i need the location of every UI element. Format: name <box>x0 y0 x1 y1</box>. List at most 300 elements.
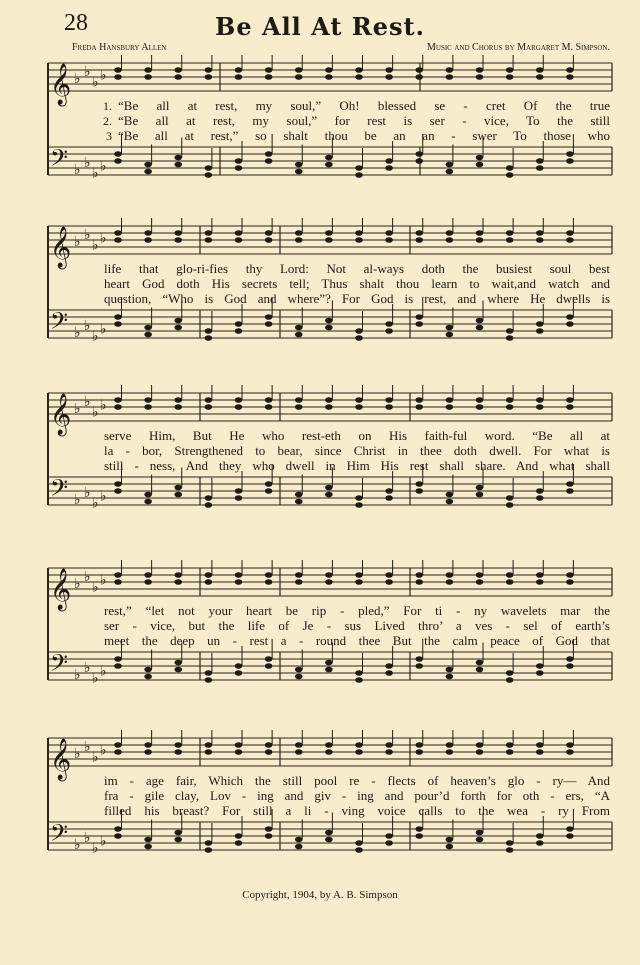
note-head <box>265 230 273 236</box>
note-head <box>265 572 273 578</box>
note-head <box>295 749 303 755</box>
note-head <box>205 495 213 501</box>
lyric-line <box>0 459 640 473</box>
note-head <box>476 237 484 243</box>
note-head <box>325 492 333 498</box>
flat-icon: ♭ <box>92 749 99 766</box>
note-head <box>355 328 363 334</box>
note-head <box>114 488 122 494</box>
note-head <box>144 230 152 236</box>
note-head <box>144 332 152 338</box>
flat-icon: ♭ <box>84 739 91 755</box>
flat-icon: ♭ <box>84 830 91 846</box>
note-head <box>536 67 544 73</box>
note-head <box>325 74 333 80</box>
note-head <box>415 230 423 236</box>
flat-icon: ♭ <box>74 71 81 87</box>
note-head <box>506 237 514 243</box>
note-head <box>265 397 273 403</box>
note-head <box>506 495 514 501</box>
note-head <box>476 660 484 666</box>
note-head <box>566 151 574 157</box>
treble-clef-icon: 𝄞 <box>50 394 72 435</box>
treble-clef-icon: 𝄞 <box>50 569 72 610</box>
note-head <box>385 663 393 669</box>
note-head <box>114 321 122 327</box>
note-head <box>144 674 152 680</box>
note-head <box>385 488 393 494</box>
note-head <box>506 742 514 748</box>
note-head <box>295 230 303 236</box>
note-head <box>205 742 213 748</box>
flat-icon: ♭ <box>74 746 81 762</box>
note-head <box>295 674 303 680</box>
note-head <box>385 572 393 578</box>
note-head <box>174 162 182 168</box>
flat-icon: ♭ <box>100 572 107 589</box>
note-head <box>235 230 243 236</box>
note-head <box>205 172 213 178</box>
note-head <box>446 162 454 168</box>
note-head <box>235 663 243 669</box>
note-head <box>205 502 213 508</box>
note-head <box>446 230 454 236</box>
note-head <box>325 837 333 843</box>
flat-icon: ♭ <box>74 576 81 592</box>
note-head <box>415 488 423 494</box>
note-head <box>355 237 363 243</box>
note-head <box>325 485 333 491</box>
flat-icon: ♭ <box>84 155 91 171</box>
note-head <box>325 155 333 161</box>
note-head <box>325 579 333 585</box>
note-head <box>235 495 243 501</box>
note-head <box>325 397 333 403</box>
verse-number: 2. <box>103 114 112 128</box>
note-head <box>536 579 544 585</box>
note-head <box>506 404 514 410</box>
note-head <box>355 749 363 755</box>
note-head <box>174 837 182 843</box>
note-head <box>144 749 152 755</box>
note-head <box>566 321 574 327</box>
note-head <box>566 397 574 403</box>
note-head <box>174 742 182 748</box>
lyric-line <box>0 262 640 276</box>
note-head <box>235 67 243 73</box>
lyric-line <box>0 99 640 113</box>
lyric-text: heart God doth His secrets tell; Thus shalt thou learn to wait,and watch and <box>104 276 610 291</box>
note-head <box>506 502 514 508</box>
note-head <box>295 667 303 673</box>
note-head <box>446 742 454 748</box>
note-head <box>385 404 393 410</box>
note-head <box>114 314 122 320</box>
note-head <box>415 663 423 669</box>
note-head <box>536 670 544 676</box>
note-head <box>415 749 423 755</box>
note-head <box>114 74 122 80</box>
note-head <box>385 670 393 676</box>
lyric-text: filled his breast? For still a li - ving voice calls to the wea - ry From <box>104 803 610 818</box>
lyric-line <box>0 804 640 818</box>
bass-clef-icon: 𝄢 <box>50 307 69 340</box>
flat-icon: ♭ <box>100 67 107 84</box>
note-head <box>536 237 544 243</box>
flat-icon: ♭ <box>100 158 107 175</box>
note-head <box>506 677 514 683</box>
flat-icon: ♭ <box>92 165 99 182</box>
lyric-line <box>0 634 640 648</box>
note-head <box>355 165 363 171</box>
note-head <box>144 499 152 505</box>
note-head <box>506 572 514 578</box>
note-head <box>355 397 363 403</box>
note-head <box>476 162 484 168</box>
note-head <box>476 230 484 236</box>
note-head <box>174 660 182 666</box>
note-head <box>144 742 152 748</box>
note-head <box>476 404 484 410</box>
note-head <box>385 397 393 403</box>
note-head <box>325 237 333 243</box>
note-head <box>536 74 544 80</box>
note-head <box>205 572 213 578</box>
note-head <box>355 847 363 853</box>
note-head <box>476 397 484 403</box>
note-head <box>325 67 333 73</box>
note-head <box>325 230 333 236</box>
note-head <box>506 328 514 334</box>
note-head <box>265 663 273 669</box>
note-head <box>446 67 454 73</box>
lyric-text: la - bor, Strengthened to bear, since Christ in thee doth dwell. For what is <box>104 443 610 458</box>
hymn-title: Be All At Rest. <box>215 12 425 41</box>
note-head <box>265 314 273 320</box>
note-head <box>144 667 152 673</box>
lyric-line <box>0 429 640 443</box>
note-head <box>536 230 544 236</box>
note-head <box>355 670 363 676</box>
flat-icon: ♭ <box>74 162 81 178</box>
note-head <box>295 742 303 748</box>
lyric-line <box>0 292 640 306</box>
note-head <box>325 162 333 168</box>
note-head <box>415 237 423 243</box>
lyric-line <box>0 129 640 143</box>
note-head <box>566 579 574 585</box>
note-head <box>114 826 122 832</box>
note-head <box>566 663 574 669</box>
note-head <box>446 74 454 80</box>
note-head <box>205 579 213 585</box>
note-head <box>265 74 273 80</box>
note-head <box>566 742 574 748</box>
note-head <box>295 837 303 843</box>
note-head <box>174 397 182 403</box>
note-head <box>355 742 363 748</box>
flat-icon: ♭ <box>92 495 99 512</box>
note-head <box>325 660 333 666</box>
note-head <box>355 579 363 585</box>
lyric-line <box>0 619 640 633</box>
note-head <box>385 158 393 164</box>
note-head <box>114 656 122 662</box>
note-head <box>355 677 363 683</box>
note-head <box>476 749 484 755</box>
note-head <box>355 67 363 73</box>
note-head <box>415 579 423 585</box>
note-head <box>566 749 574 755</box>
note-head <box>295 169 303 175</box>
note-head <box>235 749 243 755</box>
note-head <box>385 230 393 236</box>
note-head <box>446 844 454 850</box>
note-head <box>566 314 574 320</box>
note-head <box>536 328 544 334</box>
note-head <box>235 74 243 80</box>
note-head <box>506 397 514 403</box>
note-head <box>295 844 303 850</box>
music-system <box>0 55 640 205</box>
note-head <box>506 172 514 178</box>
note-head <box>415 321 423 327</box>
note-head <box>205 335 213 341</box>
flat-icon: ♭ <box>100 397 107 414</box>
note-head <box>476 572 484 578</box>
note-head <box>476 742 484 748</box>
note-head <box>446 325 454 331</box>
flat-icon: ♭ <box>92 404 99 421</box>
note-head <box>265 826 273 832</box>
note-head <box>265 749 273 755</box>
note-head <box>174 749 182 755</box>
note-head <box>446 674 454 680</box>
note-head <box>205 237 213 243</box>
note-head <box>205 328 213 334</box>
note-head <box>265 237 273 243</box>
music-system <box>0 730 640 880</box>
note-head <box>325 325 333 331</box>
treble-clef-icon: 𝄞 <box>50 227 72 268</box>
flat-icon: ♭ <box>100 663 107 680</box>
note-head <box>415 404 423 410</box>
note-head <box>325 749 333 755</box>
note-head <box>144 397 152 403</box>
note-head <box>295 492 303 498</box>
note-head <box>114 237 122 243</box>
note-head <box>446 667 454 673</box>
note-head <box>205 749 213 755</box>
note-head <box>476 667 484 673</box>
note-head <box>265 151 273 157</box>
note-head <box>355 230 363 236</box>
credit-words: Freda Hansbury Allen <box>72 42 167 53</box>
note-head <box>506 579 514 585</box>
note-head <box>506 335 514 341</box>
lyric-text: “Be all at rest, my soul,” for rest is ser - vice, To the still <box>118 113 610 128</box>
note-head <box>325 742 333 748</box>
flat-icon: ♭ <box>92 237 99 254</box>
note-head <box>506 230 514 236</box>
note-head <box>415 481 423 487</box>
note-head <box>566 826 574 832</box>
note-head <box>566 481 574 487</box>
note-head <box>325 572 333 578</box>
note-head <box>265 742 273 748</box>
note-head <box>205 165 213 171</box>
note-head <box>476 579 484 585</box>
lyric-line <box>0 774 640 788</box>
note-head <box>174 485 182 491</box>
note-head <box>295 237 303 243</box>
note-head <box>476 155 484 161</box>
note-head <box>144 572 152 578</box>
note-head <box>325 667 333 673</box>
lyric-text: ser - vice, but the life of Je - sus Lived thro’ a ves - sel of earth’s <box>104 618 610 633</box>
flat-icon: ♭ <box>74 667 81 683</box>
note-head <box>174 318 182 324</box>
note-head <box>114 749 122 755</box>
flat-icon: ♭ <box>92 74 99 91</box>
treble-clef-icon: 𝄞 <box>50 739 72 780</box>
note-head <box>295 325 303 331</box>
bass-clef-icon: 𝄢 <box>50 474 69 507</box>
note-head <box>355 404 363 410</box>
flat-icon: ♭ <box>92 670 99 687</box>
note-head <box>235 397 243 403</box>
flat-icon: ♭ <box>100 833 107 850</box>
note-head <box>566 158 574 164</box>
note-head <box>385 237 393 243</box>
flat-icon: ♭ <box>84 318 91 334</box>
note-head <box>506 749 514 755</box>
note-head <box>174 830 182 836</box>
note-head <box>235 840 243 846</box>
note-head <box>114 572 122 578</box>
note-head <box>566 74 574 80</box>
note-head <box>355 840 363 846</box>
note-head <box>536 663 544 669</box>
note-head <box>385 495 393 501</box>
note-head <box>265 158 273 164</box>
copyright-notice: Copyright, 1904, by A. B. Simpson <box>242 889 398 901</box>
lyric-text: fra - gile clay, Lov - ing and giv - ing and pour’d forth for oth - ers, “A <box>104 788 610 803</box>
flat-icon: ♭ <box>84 660 91 676</box>
note-head <box>144 169 152 175</box>
verse-number: 3 <box>106 129 112 143</box>
flat-icon: ♭ <box>84 64 91 80</box>
note-head <box>385 833 393 839</box>
note-head <box>385 165 393 171</box>
flat-icon: ♭ <box>74 837 81 853</box>
note-head <box>114 663 122 669</box>
note-head <box>144 325 152 331</box>
note-head <box>476 74 484 80</box>
note-head <box>355 335 363 341</box>
flat-icon: ♭ <box>92 328 99 345</box>
note-head <box>205 847 213 853</box>
lyric-line <box>0 277 640 291</box>
note-head <box>476 67 484 73</box>
bass-clef-icon: 𝄢 <box>50 649 69 682</box>
note-head <box>446 492 454 498</box>
note-head <box>205 677 213 683</box>
note-head <box>385 67 393 73</box>
flat-icon: ♭ <box>100 488 107 505</box>
note-head <box>235 742 243 748</box>
note-head <box>536 404 544 410</box>
note-head <box>566 404 574 410</box>
note-head <box>415 833 423 839</box>
note-head <box>476 837 484 843</box>
note-head <box>415 572 423 578</box>
note-head <box>355 572 363 578</box>
note-head <box>446 404 454 410</box>
note-head <box>385 749 393 755</box>
note-head <box>114 67 122 73</box>
note-head <box>265 579 273 585</box>
note-head <box>235 670 243 676</box>
note-head <box>415 158 423 164</box>
note-head <box>355 74 363 80</box>
note-head <box>446 397 454 403</box>
note-head <box>415 314 423 320</box>
flat-icon: ♭ <box>92 840 99 857</box>
note-head <box>385 579 393 585</box>
note-head <box>265 321 273 327</box>
note-head <box>174 572 182 578</box>
note-head <box>355 502 363 508</box>
note-head <box>174 579 182 585</box>
note-head <box>446 572 454 578</box>
note-head <box>536 495 544 501</box>
note-head <box>446 579 454 585</box>
note-head <box>114 158 122 164</box>
note-head <box>476 830 484 836</box>
note-head <box>144 74 152 80</box>
lyric-text: meet the deep un - rest a - round thee But the calm peace of God that <box>104 633 610 648</box>
note-head <box>265 481 273 487</box>
note-head <box>174 404 182 410</box>
note-head <box>566 833 574 839</box>
note-head <box>446 749 454 755</box>
note-head <box>385 74 393 80</box>
note-head <box>476 325 484 331</box>
note-head <box>325 404 333 410</box>
note-head <box>536 165 544 171</box>
note-head <box>295 572 303 578</box>
note-head <box>415 742 423 748</box>
note-head <box>144 404 152 410</box>
note-head <box>566 237 574 243</box>
note-head <box>265 488 273 494</box>
flat-icon: ♭ <box>84 569 91 585</box>
flat-icon: ♭ <box>74 325 81 341</box>
flat-icon: ♭ <box>92 579 99 596</box>
page-number: 28 <box>64 10 88 36</box>
note-head <box>114 230 122 236</box>
note-head <box>295 67 303 73</box>
note-head <box>355 495 363 501</box>
flat-icon: ♭ <box>100 321 107 338</box>
note-head <box>144 67 152 73</box>
note-head <box>265 656 273 662</box>
flat-icon: ♭ <box>84 485 91 501</box>
note-head <box>114 397 122 403</box>
note-head <box>295 404 303 410</box>
note-head <box>385 328 393 334</box>
